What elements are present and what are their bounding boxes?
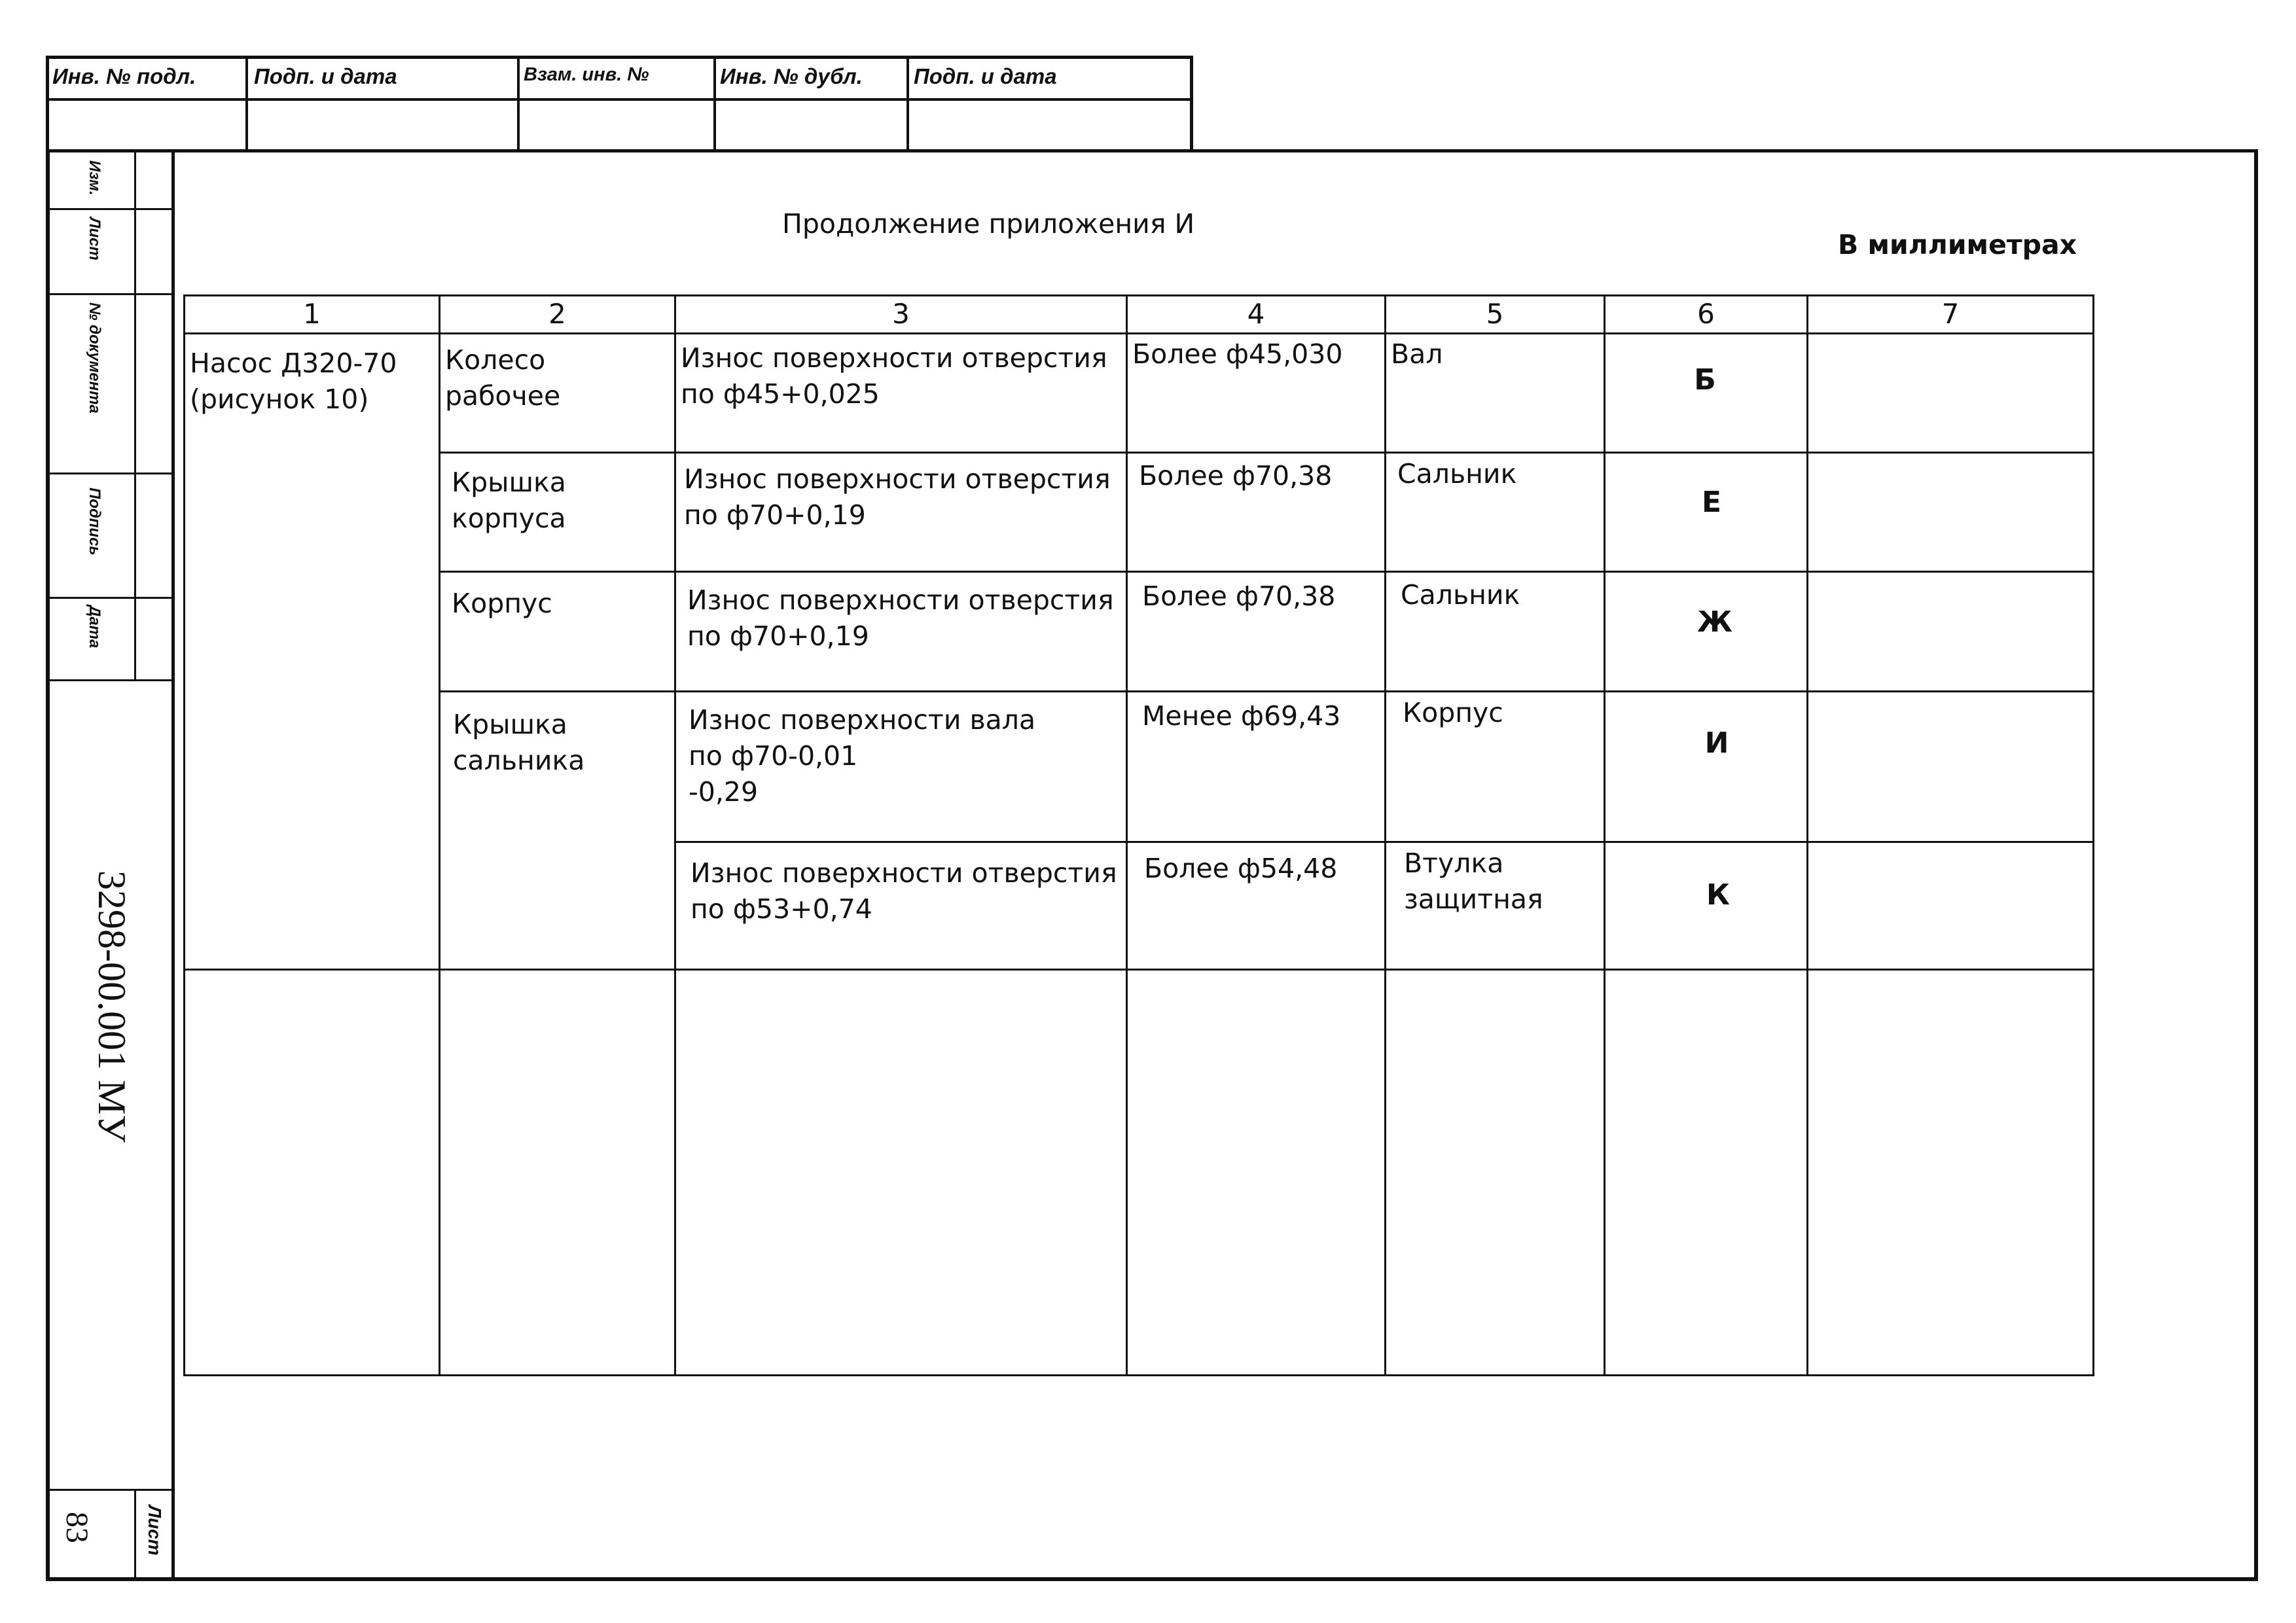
side-label-data: Дата	[86, 605, 103, 649]
stamp-label-vzam-inv: Взам. инв. №	[524, 64, 649, 85]
column-number: 6	[1697, 298, 1715, 330]
side-label-podpis: Подпись	[86, 488, 103, 556]
units-note: В миллиметрах	[1838, 229, 2077, 260]
limit-cell: Более ф70,38	[1142, 580, 1336, 612]
limit-cell: Более ф70,38	[1139, 460, 1333, 491]
column-number: 7	[1941, 298, 1960, 330]
defect-cell: Износ поверхности отверстия по ф53+0,74	[691, 857, 1117, 925]
category-cell: И	[1704, 726, 1729, 760]
side-label-doc: № документа	[86, 302, 103, 414]
stamp-label-podp-data-1: Подп. и дата	[254, 64, 397, 88]
limit-cell: Более ф54,48	[1144, 853, 1338, 884]
column-number: 2	[548, 298, 566, 330]
defect-cell: Износ поверхности отверстия по ф70+0,19	[687, 584, 1114, 652]
limit-cell: Менее ф69,43	[1142, 700, 1341, 732]
side-label-list: Лист	[86, 217, 103, 260]
component-cell: Колесо рабочее	[445, 344, 561, 412]
stamp-label-podp-data-2: Подп. и дата	[914, 64, 1057, 88]
document-number: 3298-00.001 МУ	[90, 870, 134, 1143]
mating-part-cell: Корпус	[1403, 697, 1503, 728]
defect-cell: Износ поверхности вала по ф70-0,01 -0,29	[689, 704, 1036, 808]
mating-part-cell: Втулка защитная	[1404, 847, 1543, 915]
column-number: 5	[1486, 298, 1504, 330]
column-number: 3	[892, 298, 910, 330]
stamp-label-inv-podl: Инв. № подл.	[52, 64, 196, 88]
component-cell: Корпус	[452, 588, 552, 619]
component-cell: Крышка сальника	[453, 709, 585, 776]
component-cell: Крышка корпуса	[452, 467, 566, 534]
category-cell: Б	[1694, 363, 1716, 397]
defect-cell: Износ поверхности отверстия по ф70+0,19	[684, 463, 1111, 531]
defect-cell: Износ поверхности отверстия по ф45+0,025	[681, 342, 1107, 410]
side-page-label: Лист	[145, 1505, 165, 1556]
stamp-label-inv-dubl: Инв. № дубл.	[720, 64, 863, 88]
category-cell: Е	[1701, 486, 1722, 519]
page-title: Продолжение приложения И	[782, 208, 1195, 240]
category-cell: Ж	[1697, 605, 1732, 639]
column-number: 1	[303, 298, 321, 330]
mating-part-cell: Сальник	[1397, 458, 1517, 490]
category-cell: К	[1706, 878, 1730, 912]
mating-part-cell: Сальник	[1401, 579, 1520, 611]
mating-part-cell: Вал	[1391, 338, 1443, 370]
limit-cell: Более ф45,030	[1132, 338, 1343, 370]
side-label-izm: Изм.	[86, 160, 103, 196]
column-number: 4	[1247, 298, 1265, 330]
page-number: 83	[60, 1512, 94, 1543]
part-name: Насос Д320-70 (рисунок 10)	[190, 348, 397, 415]
